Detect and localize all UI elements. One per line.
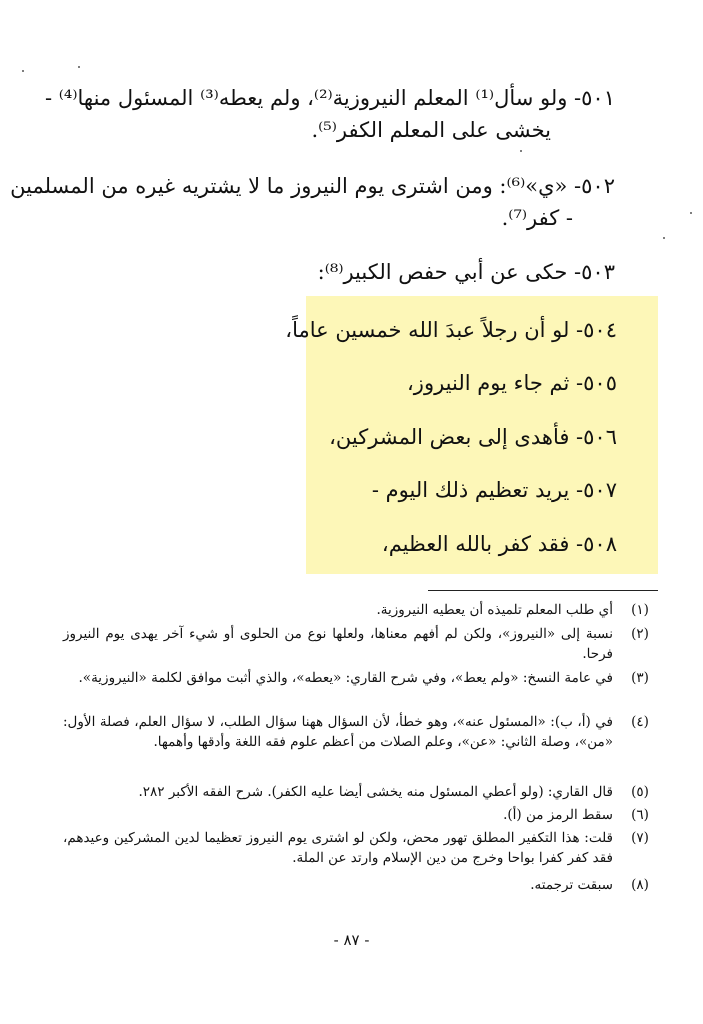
footnote-number: (٧) [631,830,649,846]
footnote-number: (٦) [631,807,649,823]
scan-speck [78,66,80,68]
scan-speck [520,150,522,152]
scan-speck [22,70,24,72]
footnote-text: في (أ، ب): «المسئول عنه»، وهو خطأ، لأن السؤال ههنا سؤال الطلب، لا سؤال العلم، فصلة الأول: «من»، وصلة الثاني: «عن»، وعلم الصلات من أعظم علوم فقه اللغة وأدقها وأهمها. [63,714,613,750]
scan-speck [663,237,665,239]
scan-speck [690,212,692,214]
verse-507: ٥٠٧- يريد تعظيم ذلك اليوم - [371,478,617,502]
verse-505: ٥٠٥- ثم جاء يوم النيروز، [407,371,617,395]
footnote-number: (١) [631,602,649,618]
verse-502-line-2: - كفر⁽⁷⁾. [501,206,573,230]
verse-502-line-1: ٥٠٢- «ي»⁽⁶⁾: ومن اشترى يوم النيروز ما لا يشتريه غيره من المسلمين [10,174,615,198]
footnote-number: (٨) [631,877,649,893]
footnote-number: (٣) [631,670,649,686]
footnote-number: (٢) [631,626,649,642]
footnote-text: سقط الرمز من (أ). [503,807,613,823]
page-number: - ٨٧ - [333,931,370,949]
footnote-text: أي طلب المعلم تلميذه أن يعطيه النيروزية. [376,602,613,618]
footnote-separator [428,590,658,591]
verse-504: ٥٠٤- لو أن رجلاً عبدَ الله خمسين عاماً، [285,318,617,342]
footnote-7 [63,828,649,868]
footnote-4 [63,712,649,752]
footnote-1 [63,600,649,620]
footnote-6 [63,805,649,825]
footnote-text: قال القاري: (ولو أعطي المسئول منه يخشى أيضا عليه الكفر). شرح الفقه الأكبر ٢٨٢. [138,784,613,800]
verse-503: ٥٠٣- حكى عن أبي حفص الكبير⁽⁸⁾: [317,260,615,284]
footnote-text: قلت: هذا التكفير المطلق تهور محض، ولكن لو اشترى يوم النيروز تعظيما لدين المشركين وعيدهم، فقد كفر كفرا بواحا وخرج من دين الإسلام وارتد عن الملة. [63,830,613,866]
footnote-5 [63,782,649,802]
footnote-text: نسبة إلى «النيروز»، ولكن لم أفهم معناها، ولعلها نوع من الحلوى أو شيء آخر يهدى يوم النيروز فرحا. [63,626,613,662]
footnote-text: في عامة النسخ: «ولم يعط»، وفي شرح القاري: «يعطه»، والذي أثبت موافق لكلمة «النيروزية». [78,670,613,686]
footnote-2 [63,624,649,664]
verse-506: ٥٠٦- فأهدى إلى بعض المشركين، [329,425,617,449]
footnote-number: (٥) [631,784,649,800]
footnote-8 [63,875,649,895]
footnote-text: سبقت ترجمته. [530,877,613,893]
verse-501-line-1: ٥٠١- ولو سأل⁽¹⁾ المعلم النيروزية⁽²⁾، ولم يعطه⁽³⁾ المسئول منها⁽⁴⁾ - [44,86,615,110]
footnote-number: (٤) [631,714,649,730]
verse-508: ٥٠٨- فقد كفر بالله العظيم، [381,532,617,556]
verse-501-line-2: يخشى على المعلم الكفر⁽⁵⁾. [311,118,551,142]
footnote-3 [63,668,649,688]
